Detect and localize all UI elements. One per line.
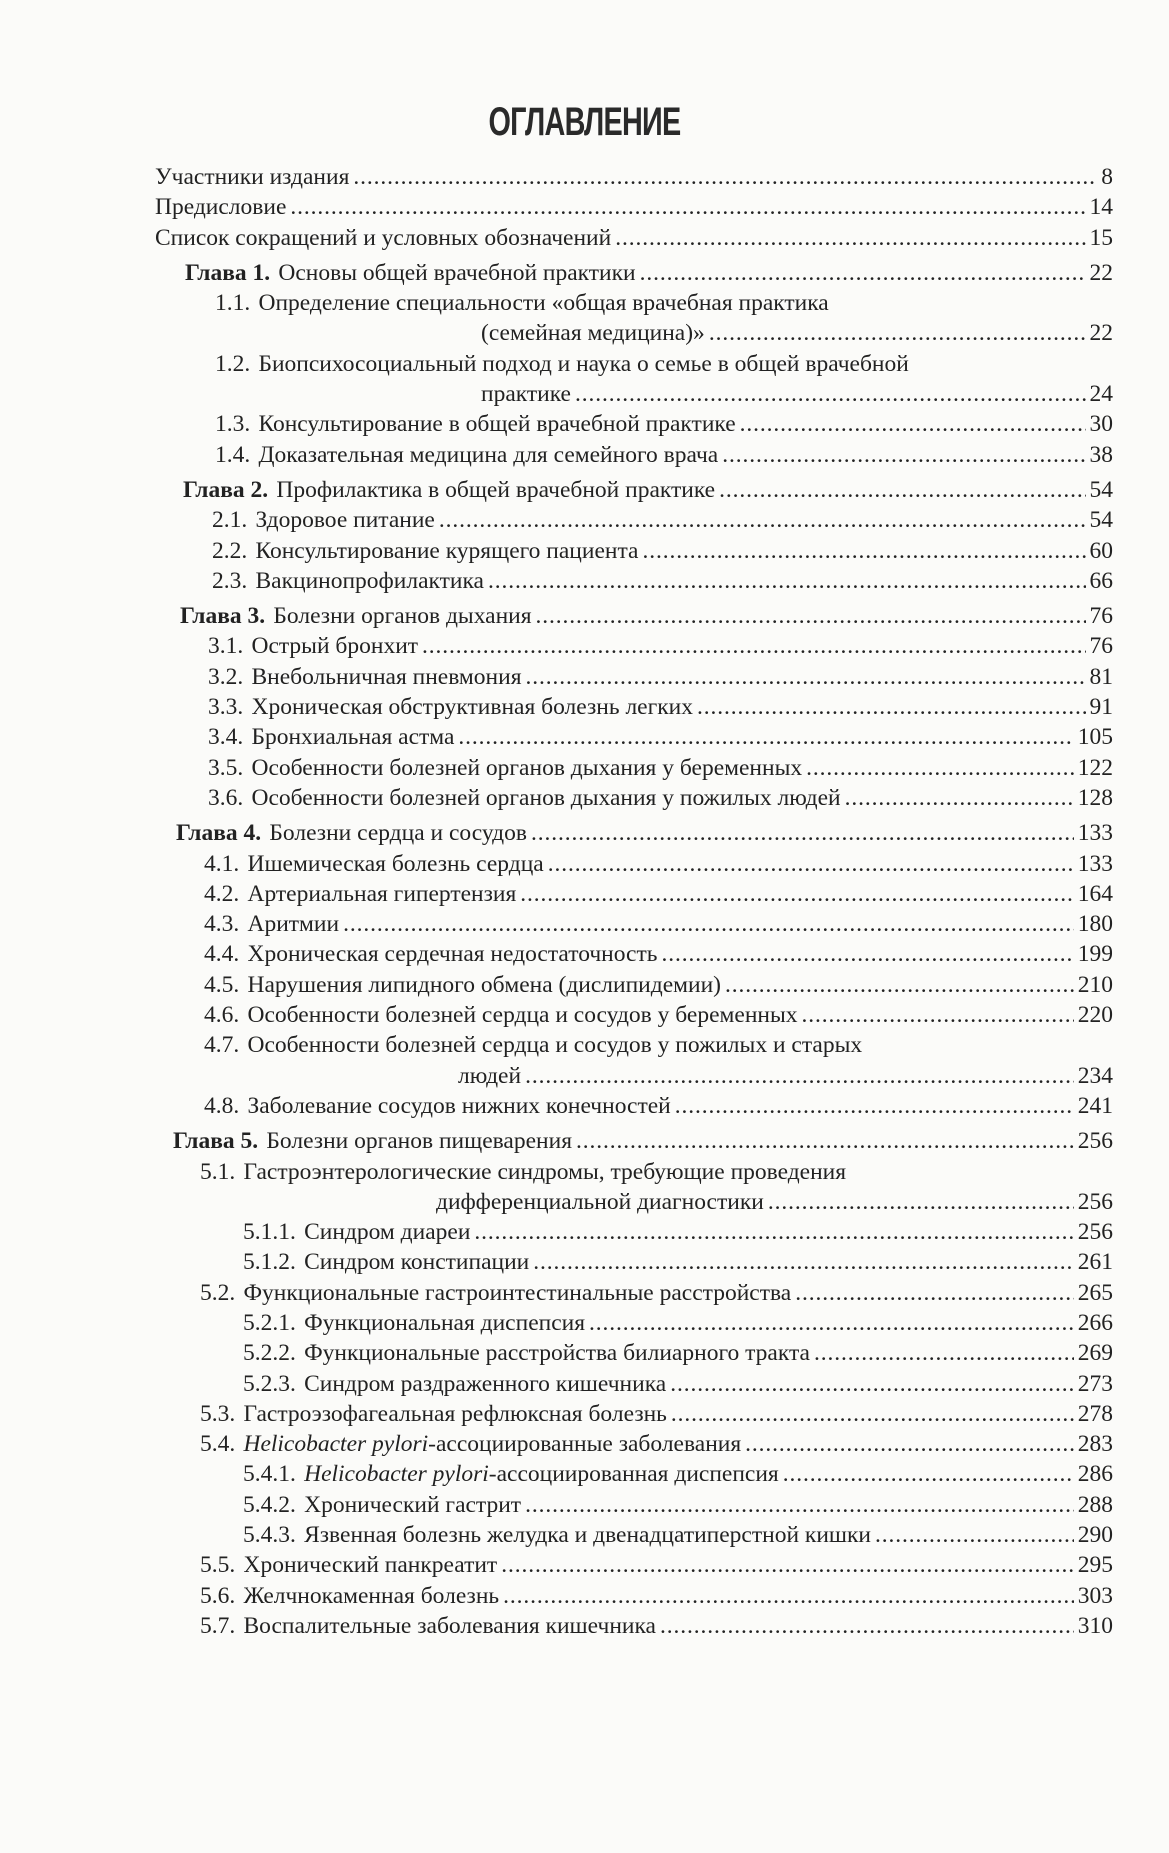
leader-dots	[525, 1490, 1074, 1520]
section-number: 2.3.	[212, 567, 248, 594]
toc-page-number: 199	[1077, 941, 1113, 968]
leader-dots	[422, 631, 1085, 661]
toc-entry[interactable]	[0, 1459, 1169, 1489]
toc-entry[interactable]	[0, 288, 1169, 349]
toc-page-number: 81	[1089, 663, 1113, 690]
toc-page-number: 66	[1089, 567, 1113, 594]
section-number: 5.1.2.	[243, 1249, 296, 1276]
toc-page-number: 14	[1089, 194, 1113, 221]
toc-entry[interactable]	[0, 505, 1169, 535]
section-title: Хронический панкреатит	[243, 1552, 498, 1579]
section-number: 5.1.1.	[243, 1219, 296, 1246]
leader-dots	[806, 753, 1074, 783]
toc-page-number: 128	[1077, 784, 1113, 811]
toc-page-number: 283	[1077, 1431, 1113, 1458]
section-number: 1.2.	[215, 350, 251, 377]
section-title: Особенности болезней сердца и сосудов у беременных	[247, 1002, 798, 1029]
section-number: 5.4.3.	[243, 1522, 296, 1549]
toc-page-number: 290	[1077, 1522, 1113, 1549]
section-number: 5.2.	[200, 1279, 236, 1306]
section-number: 4.3.	[204, 911, 240, 938]
leader-dots	[671, 1399, 1074, 1429]
toc-page-number: 256	[1077, 1219, 1113, 1246]
chapter-number: Глава 5.	[173, 1128, 259, 1155]
toc-entry[interactable]	[0, 1369, 1169, 1399]
table-of-contents	[0, 162, 1169, 1641]
leader-dots	[740, 409, 1086, 439]
toc-entry[interactable]	[0, 1550, 1169, 1580]
section-number: 3.5.	[208, 754, 244, 781]
chapter-number: Глава 2.	[183, 476, 269, 503]
toc-page-number: 310	[1077, 1612, 1113, 1639]
leader-dots	[795, 1278, 1074, 1308]
toc-entry-label: Участники издания	[155, 164, 350, 190]
section-number: 5.4.	[200, 1431, 236, 1458]
leader-dots	[589, 1308, 1074, 1338]
toc-page-number: 133	[1077, 820, 1113, 847]
toc-page-number: 76	[1089, 633, 1113, 660]
section-title: Ишемическая болезнь сердца	[247, 850, 544, 877]
section-number: 4.7.	[204, 1032, 240, 1059]
section-title: Хроническая сердечная недостаточность	[247, 941, 658, 968]
toc-entry[interactable]	[0, 692, 1169, 722]
toc-entry[interactable]	[0, 566, 1169, 596]
section-number: 5.1.	[200, 1158, 236, 1185]
toc-page-number: 234	[1077, 1062, 1113, 1089]
toc-entry[interactable]	[0, 1030, 1169, 1091]
leader-dots	[719, 475, 1085, 505]
toc-entry[interactable]	[0, 631, 1169, 661]
section-title: Гастроэзофагеальная рефлюксная болезнь	[243, 1400, 667, 1427]
leader-dots	[745, 1429, 1074, 1459]
leader-dots	[722, 440, 1085, 470]
section-title: Вакцинопрофилактика	[255, 567, 484, 594]
section-number: 5.4.2.	[243, 1491, 296, 1518]
toc-page-number: 273	[1077, 1370, 1113, 1397]
toc-entry[interactable]	[0, 409, 1169, 439]
leader-dots	[640, 258, 1086, 288]
toc-entry[interactable]	[0, 939, 1169, 969]
toc-page-number: 38	[1089, 441, 1113, 468]
leader-dots	[675, 1091, 1074, 1121]
section-title: Особенности болезней органов дыхания у пожилых людей	[251, 784, 841, 811]
toc-page-number: 210	[1077, 971, 1113, 998]
leader-dots	[875, 1520, 1074, 1550]
section-number: 5.6.	[200, 1582, 236, 1609]
toc-entry[interactable]	[0, 1520, 1169, 1550]
leader-dots	[533, 1247, 1074, 1277]
leader-dots	[353, 162, 1097, 192]
chapter-title: Болезни органов пищеварения	[266, 1128, 572, 1155]
section-title: Синдром диареи	[304, 1219, 471, 1246]
toc-entry[interactable]	[0, 1490, 1169, 1520]
toc-entry-contributors[interactable]	[0, 162, 1169, 192]
toc-entry[interactable]	[0, 1000, 1169, 1030]
chapter-title: Болезни сердца и сосудов	[269, 820, 527, 847]
toc-page-number: 164	[1077, 880, 1113, 907]
leader-dots	[670, 1369, 1074, 1399]
toc-page-number: 122	[1077, 754, 1113, 781]
toc-entry[interactable]	[0, 536, 1169, 566]
leader-dots	[526, 662, 1086, 692]
section-title-continued: (семейная медицина)»	[481, 320, 705, 347]
chapter-number: Глава 1.	[185, 259, 271, 286]
toc-page-number: 8	[1101, 164, 1113, 190]
section-title: Бронхиальная астма	[251, 724, 455, 751]
leader-dots	[531, 818, 1074, 848]
toc-entry[interactable]	[0, 349, 1169, 410]
toc-entry[interactable]	[0, 970, 1169, 1000]
chapter-title: Основы общей врачебной практики	[278, 259, 636, 286]
leader-dots	[520, 879, 1073, 909]
toc-page-number: 76	[1089, 603, 1113, 630]
section-number: 2.1.	[212, 507, 248, 534]
leader-dots	[660, 1611, 1074, 1641]
section-title-continued: людей	[458, 1062, 522, 1089]
section-title: Внебольничная пневмония	[251, 663, 522, 690]
section-number: 5.2.2.	[243, 1340, 296, 1367]
toc-page-number: 60	[1089, 537, 1113, 564]
toc-chapter-4[interactable]	[0, 818, 1169, 848]
leader-dots	[845, 783, 1074, 813]
toc-entry[interactable]	[0, 1278, 1169, 1308]
toc-page-number: 288	[1077, 1491, 1113, 1518]
section-number: 5.3.	[200, 1400, 236, 1427]
toc-entry[interactable]	[0, 662, 1169, 692]
section-number: 1.3.	[215, 411, 251, 438]
toc-entry[interactable]	[0, 1247, 1169, 1277]
toc-page-number: 54	[1089, 507, 1113, 534]
section-title-continued: практике	[481, 381, 571, 408]
toc-chapter-5[interactable]	[0, 1126, 1169, 1156]
section-number: 1.1.	[215, 290, 251, 317]
toc-entry[interactable]	[0, 1611, 1169, 1641]
toc-entry-label: Предисловие	[155, 194, 287, 221]
leader-dots	[576, 1126, 1074, 1156]
toc-page-number: 22	[1089, 320, 1113, 347]
toc-entry[interactable]	[0, 849, 1169, 879]
leader-dots	[615, 223, 1085, 253]
leader-dots	[501, 1550, 1074, 1580]
section-title: Биопсихосоциальный подход и наука о семье в общей врачебной	[258, 350, 909, 377]
section-title-italic: Helicobacter pylori	[304, 1461, 489, 1488]
toc-page-number: 278	[1077, 1400, 1113, 1427]
leader-dots	[709, 318, 1086, 348]
section-title: Доказательная медицина для семейного врача	[258, 441, 719, 468]
leader-dots	[439, 505, 1086, 535]
section-title: Синдром констипации	[304, 1249, 530, 1276]
toc-page-number: 261	[1077, 1249, 1113, 1276]
toc-page-number: 265	[1077, 1279, 1113, 1306]
toc-page-number: 91	[1089, 694, 1113, 721]
section-title: Консультирование курящего пациента	[255, 537, 639, 564]
section-title: Синдром раздраженного кишечника	[304, 1370, 667, 1397]
toc-page-number: 256	[1077, 1128, 1113, 1155]
section-title: -ассоциированная диспепсия	[488, 1461, 779, 1488]
leader-dots	[725, 970, 1074, 1000]
page-title: ОГЛАВЛЕНИЕ	[488, 100, 681, 144]
section-title: Язвенная болезнь желудка и двенадцатиперстной кишки	[304, 1522, 871, 1549]
toc-page-number: 266	[1077, 1309, 1113, 1336]
section-number: 5.5.	[200, 1552, 236, 1579]
section-number: 3.4.	[208, 724, 244, 751]
toc-chapter-3[interactable]	[0, 601, 1169, 631]
toc-entry-preface[interactable]	[0, 192, 1169, 222]
leader-dots	[768, 1187, 1074, 1217]
leader-dots	[802, 1000, 1074, 1030]
toc-page-number: 295	[1077, 1552, 1113, 1579]
toc-page-number: 54	[1089, 476, 1113, 503]
toc-page-number: 22	[1089, 259, 1113, 286]
leader-dots	[343, 909, 1074, 939]
section-number: 4.8.	[204, 1092, 240, 1119]
toc-entry[interactable]	[0, 1091, 1169, 1121]
section-title: Определение специальности «общая врачебная практика	[258, 290, 829, 317]
toc-page-number: 180	[1077, 911, 1113, 938]
leader-dots	[814, 1338, 1074, 1368]
section-number: 4.5.	[204, 971, 240, 998]
leader-dots	[488, 566, 1086, 596]
leader-dots	[458, 722, 1073, 752]
toc-entry[interactable]	[0, 783, 1169, 813]
leader-dots	[642, 536, 1085, 566]
section-title: Функциональные расстройства билиарного тракта	[304, 1340, 810, 1367]
section-number: 5.2.1.	[243, 1309, 296, 1336]
toc-entry[interactable]	[0, 722, 1169, 752]
section-title-continued: дифференциальной диагностики	[436, 1188, 764, 1215]
leader-dots	[474, 1217, 1073, 1247]
chapter-title: Болезни органов дыхания	[273, 603, 532, 630]
toc-entry[interactable]	[0, 753, 1169, 783]
toc-entry[interactable]	[0, 1338, 1169, 1368]
chapter-number: Глава 4.	[176, 820, 262, 847]
section-number: 4.2.	[204, 880, 240, 907]
section-number: 4.6.	[204, 1002, 240, 1029]
chapter-title: Профилактика в общей врачебной практике	[276, 476, 716, 503]
leader-dots	[697, 692, 1086, 722]
toc-entry[interactable]	[0, 1429, 1169, 1459]
leader-dots	[783, 1459, 1074, 1489]
toc-entry[interactable]	[0, 1217, 1169, 1247]
section-title: -ассоциированные заболевания	[428, 1431, 742, 1458]
toc-page-number: 256	[1077, 1188, 1113, 1215]
section-title: Особенности болезней сердца и сосудов у пожилых и старых	[247, 1032, 863, 1059]
section-title: Воспалительные заболевания кишечника	[243, 1612, 656, 1639]
section-number: 3.2.	[208, 663, 244, 690]
leader-dots	[525, 1061, 1074, 1091]
section-title: Консультирование в общей врачебной практике	[258, 411, 736, 438]
leader-dots	[548, 849, 1074, 879]
leader-dots	[536, 601, 1086, 631]
section-title: Гастроэнтерологические синдромы, требующие проведения	[243, 1158, 847, 1185]
section-number: 3.6.	[208, 784, 244, 811]
section-number: 3.3.	[208, 694, 244, 721]
toc-page-number: 241	[1077, 1092, 1113, 1119]
section-title-italic: Helicobacter pylori	[243, 1431, 429, 1458]
toc-page-number: 303	[1077, 1582, 1113, 1609]
toc-page-number: 105	[1077, 724, 1113, 751]
toc-page-number: 133	[1077, 850, 1113, 877]
toc-page-number: 269	[1077, 1340, 1113, 1367]
section-title: Здоровое питание	[255, 507, 435, 534]
toc-entry[interactable]	[0, 1399, 1169, 1429]
toc-entry[interactable]	[0, 1581, 1169, 1611]
section-number: 3.1.	[208, 633, 244, 660]
section-title: Желчнокаменная болезнь	[243, 1582, 500, 1609]
toc-entry[interactable]	[0, 1308, 1169, 1338]
section-title: Функциональная диспепсия	[304, 1309, 586, 1336]
toc-entry-label: Список сокращений и условных обозначений	[155, 224, 612, 251]
toc-page-number: 15	[1089, 224, 1113, 251]
section-title: Хронический гастрит	[304, 1491, 522, 1518]
section-title: Особенности болезней органов дыхания у беременных	[251, 754, 803, 781]
section-number: 4.4.	[204, 941, 240, 968]
toc-page-number: 220	[1077, 1002, 1113, 1029]
section-number: 5.2.3.	[243, 1370, 296, 1397]
leader-dots	[290, 192, 1085, 222]
toc-entry[interactable]	[0, 879, 1169, 909]
section-number: 4.1.	[204, 850, 240, 877]
toc-page-number: 24	[1089, 381, 1113, 408]
toc-entry[interactable]	[0, 909, 1169, 939]
toc-chapter-1[interactable]	[0, 258, 1169, 288]
leader-dots	[661, 939, 1073, 969]
toc-entry[interactable]	[0, 440, 1169, 470]
section-number: 5.4.1.	[243, 1461, 296, 1488]
leader-dots	[575, 379, 1086, 409]
section-title: Нарушения липидного обмена (дислипидемии)	[247, 971, 721, 998]
section-title: Хроническая обструктивная болезнь легких	[251, 694, 693, 721]
leader-dots	[503, 1581, 1074, 1611]
toc-entry-abbreviations[interactable]	[0, 223, 1169, 253]
section-number: 2.2.	[212, 537, 248, 564]
section-title: Артериальная гипертензия	[247, 880, 517, 907]
chapter-number: Глава 3.	[180, 603, 266, 630]
section-title: Заболевание сосудов нижних конечностей	[247, 1092, 671, 1119]
toc-page-number: 30	[1089, 411, 1113, 438]
section-number: 1.4.	[215, 441, 251, 468]
section-title: Функциональные гастроинтестинальные расстройства	[243, 1279, 792, 1306]
toc-page-number: 286	[1077, 1461, 1113, 1488]
section-number: 5.7.	[200, 1612, 236, 1639]
section-title: Острый бронхит	[251, 633, 419, 660]
toc-entry[interactable]	[0, 1157, 1169, 1218]
section-title: Аритмии	[247, 911, 340, 938]
toc-chapter-2[interactable]	[0, 475, 1169, 505]
